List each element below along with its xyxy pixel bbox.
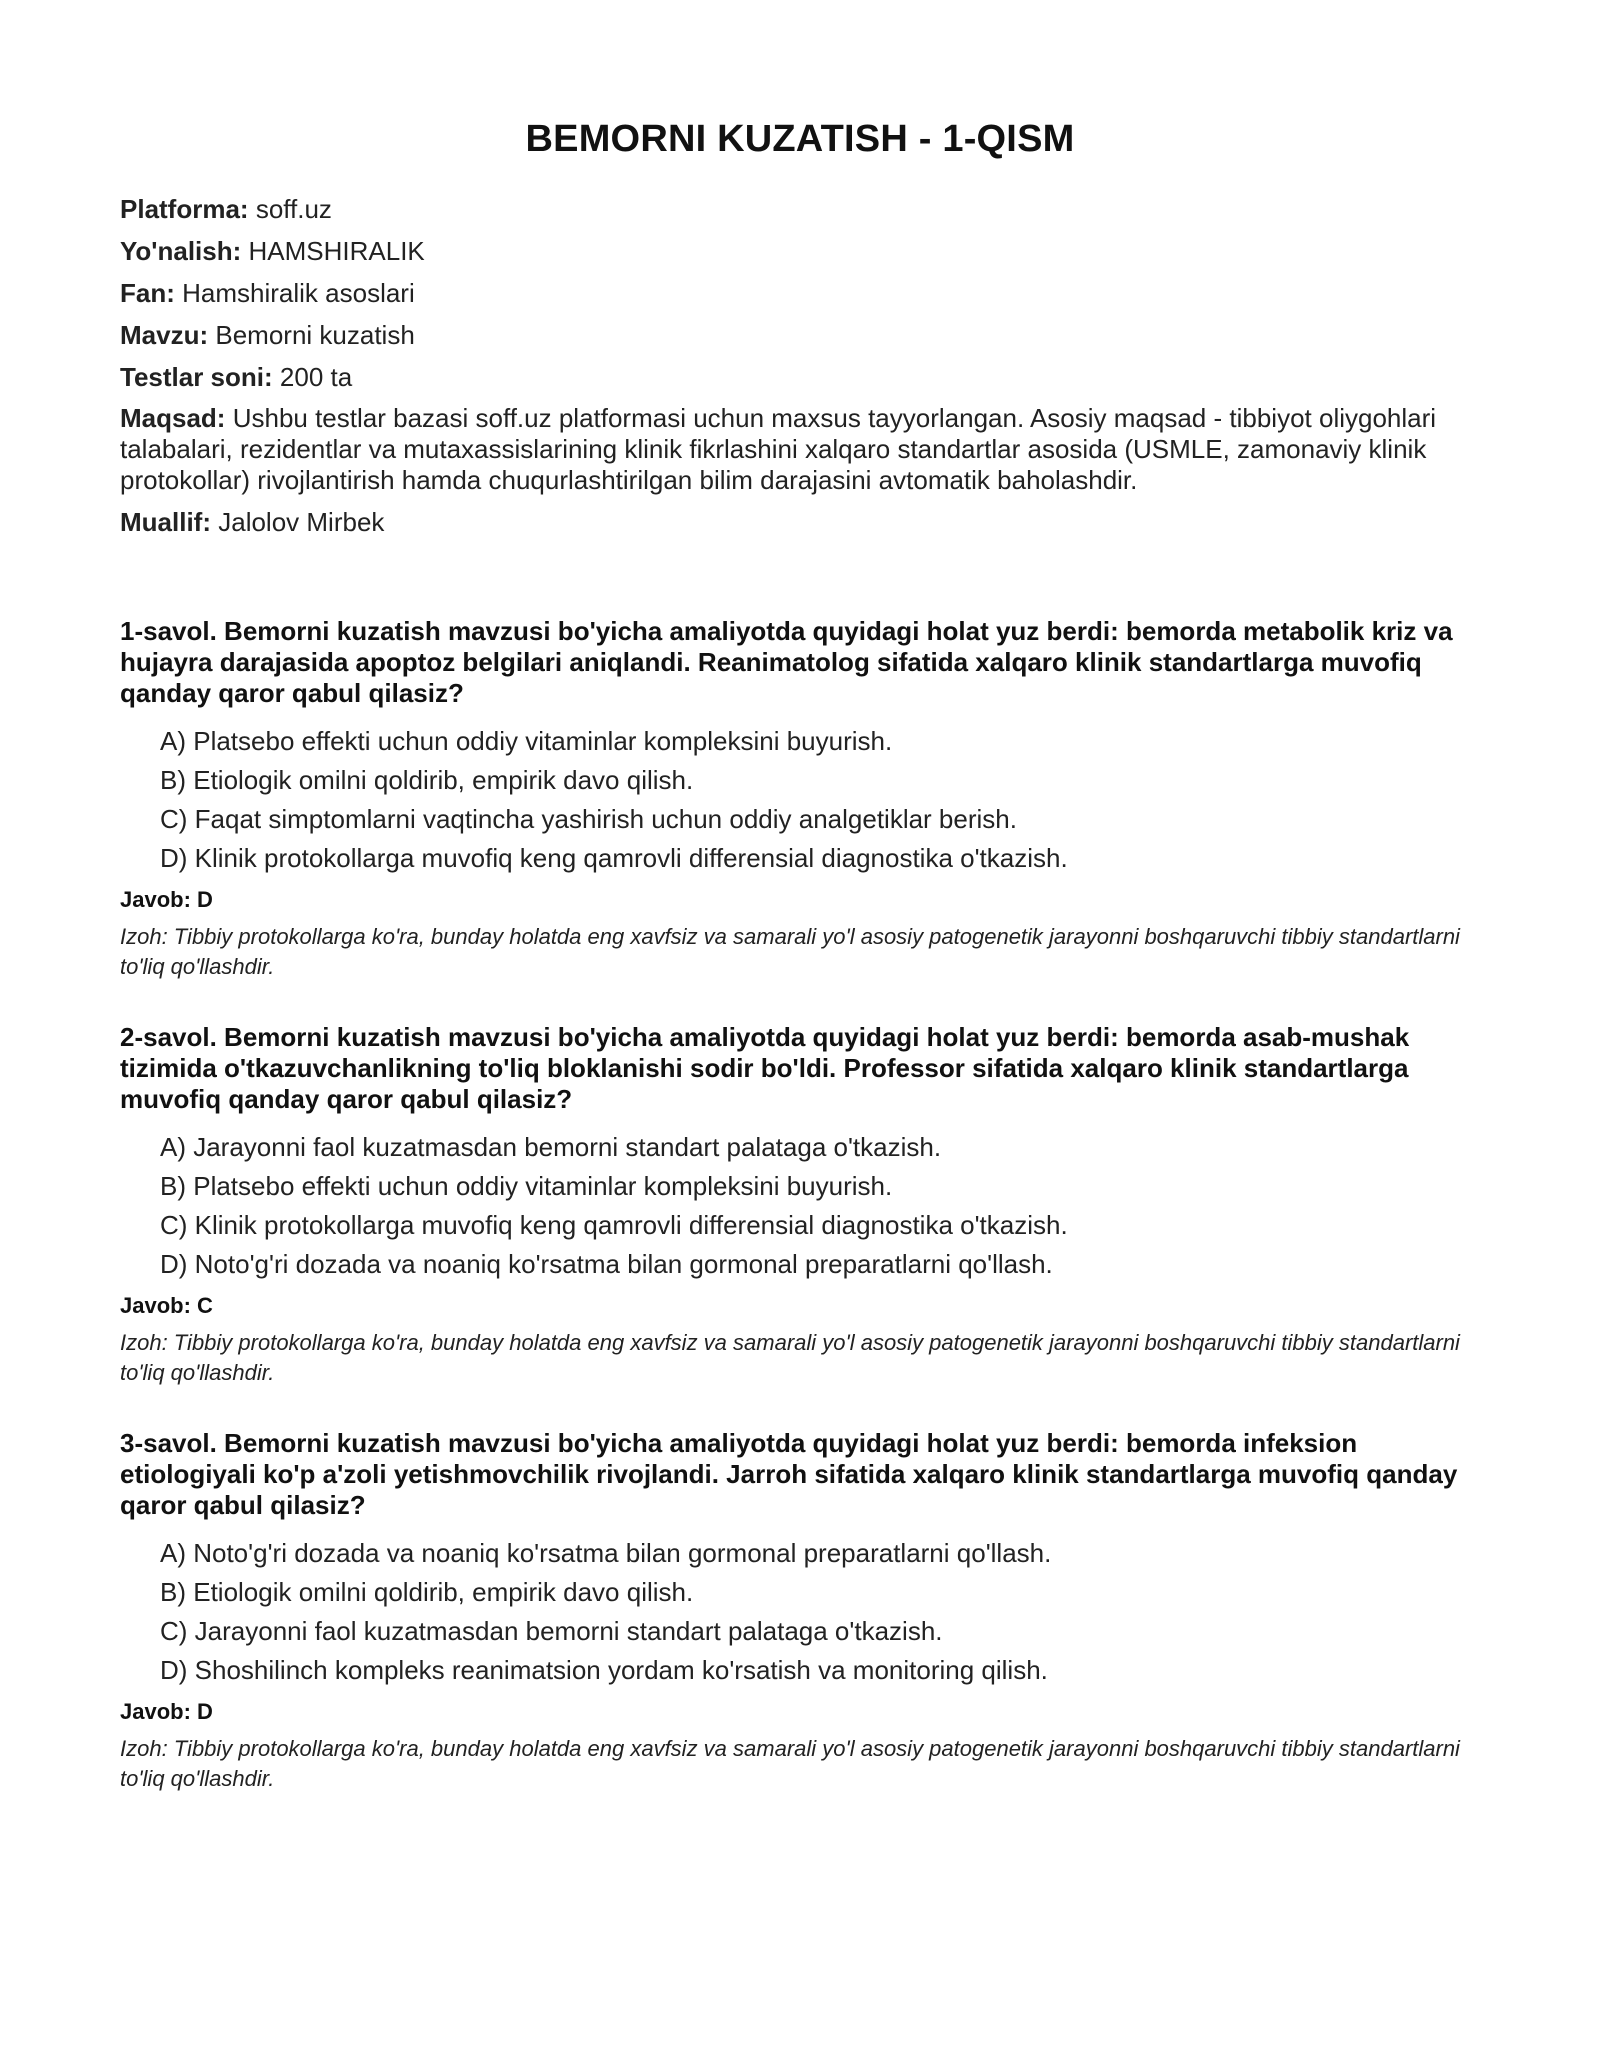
answer-options — [120, 725, 1480, 874]
meta-author — [120, 506, 1480, 538]
correct-answer: Javob: D — [120, 1699, 213, 1724]
option-c: C) Jarayonni faol kuzatmasdan bemorni standart palataga o'tkazish. — [160, 1616, 943, 1646]
document-title: BEMORNI KUZATISH - 1-QISM — [525, 118, 1075, 160]
meta-test-count-label: Testlar soni: — [120, 362, 273, 392]
option-c: C) Faqat simptomlarni vaqtincha yashirish uchun oddiy analgetiklar berish. — [160, 804, 1017, 834]
answer-options — [120, 1537, 1480, 1686]
option-d: D) Shoshilinch kompleks reanimatsion yordam ko'rsatish va monitoring qilish. — [160, 1655, 1048, 1685]
answer-explanation: Izoh: Tibbiy protokollarga ko'ra, bunday holatda eng xavfsiz va samarali yo'l asosiy patogenetik jarayonni boshqaruvchi tibbiy standartlarni to'liq qo'llashdir. — [120, 1330, 1460, 1385]
question-text: 2-savol. Bemorni kuzatish mavzusi bo'yicha amaliyotda quyidagi holat yuz berdi: bemorda asab-mushak tizimida o'tkazuvchanlikning to'liq bloklanishi sodir bo'ldi. Professor sifatida xalqaro klinik standartlarga muvofiq qanday qaror qabul qilasiz? — [120, 1022, 1410, 1114]
option-a: A) Platsebo effekti uchun oddiy vitaminlar kompleksini buyurish. — [160, 726, 893, 756]
meta-purpose — [120, 403, 1480, 496]
meta-platform — [120, 193, 1480, 225]
question-item — [120, 1428, 1480, 1794]
meta-platform-value: soff.uz — [255, 194, 332, 224]
meta-direction-label: Yo'nalish: — [120, 236, 242, 266]
meta-topic-value: Bemorni kuzatish — [215, 320, 415, 350]
meta-purpose-value: Ushbu testlar bazasi soff.uz platformasi uchun maxsus tayyorlangan. Asosiy maqsad - tibbiyot oliygohlari talabalari, rezidentlar va mutaxassislarining klinik fikrlashini xalqaro standartlar asosida (USMLE, zamonaviy klinik protokollar) rivojlantirish hamda chuqurlashtirilgan bilim darajasini avtomatik baholashdir. — [120, 403, 1437, 495]
correct-answer: Javob: D — [120, 887, 213, 912]
option-d: D) Klinik protokollarga muvofiq keng qamrovli differensial diagnostika o'tkazish. — [160, 843, 1068, 873]
question-text: 3-savol. Bemorni kuzatish mavzusi bo'yicha amaliyotda quyidagi holat yuz berdi: bemorda infeksion etiologiyali ko'p a'zoli yetishmovchilik rivojlandi. Jarroh sifatida xalqaro klinik standartlarga muvofiq qanday qaror qabul qilasiz? — [120, 1428, 1458, 1520]
meta-purpose-label: Maqsad: — [120, 403, 226, 433]
correct-answer: Javob: C — [120, 1293, 213, 1318]
option-c: C) Klinik protokollarga muvofiq keng qamrovli differensial diagnostika o'tkazish. — [160, 1210, 1068, 1240]
meta-subject — [120, 277, 1480, 309]
question-item — [120, 616, 1480, 982]
meta-test-count-value: 200 ta — [279, 362, 353, 392]
meta-topic-label: Mavzu: — [120, 320, 209, 350]
option-d: D) Noto'g'ri dozada va noaniq ko'rsatma bilan gormonal preparatlarni qo'llash. — [160, 1249, 1053, 1279]
meta-direction-value: HAMSHIRALIK — [248, 236, 425, 266]
option-b: B) Etiologik omilni qoldirib, empirik davo qilish. — [160, 765, 694, 795]
question-item — [120, 1022, 1480, 1388]
meta-topic — [120, 319, 1480, 351]
meta-subject-value: Hamshiralik asoslari — [182, 278, 415, 308]
meta-direction — [120, 235, 1480, 267]
question-text: 1-savol. Bemorni kuzatish mavzusi bo'yicha amaliyotda quyidagi holat yuz berdi: bemorda metabolik kriz va hujayra darajasida apoptoz belgilari aniqlandi. Reanimatolog sifatida xalqaro klinik standartlarga muvofiq qanday qaror qabul qilasiz? — [120, 616, 1453, 708]
option-b: B) Platsebo effekti uchun oddiy vitaminlar kompleksini buyurish. — [160, 1171, 893, 1201]
answer-explanation: Izoh: Tibbiy protokollarga ko'ra, bunday holatda eng xavfsiz va samarali yo'l asosiy patogenetik jarayonni boshqaruvchi tibbiy standartlarni to'liq qo'llashdir. — [120, 1736, 1460, 1791]
meta-platform-label: Platforma: — [120, 194, 249, 224]
option-a: A) Noto'g'ri dozada va noaniq ko'rsatma bilan gormonal preparatlarni qo'llash. — [160, 1538, 1052, 1568]
document-page — [120, 118, 1480, 1834]
meta-author-value: Jalolov Mirbek — [218, 507, 385, 537]
meta-subject-label: Fan: — [120, 278, 175, 308]
option-a: A) Jarayonni faol kuzatmasdan bemorni standart palataga o'tkazish. — [160, 1132, 942, 1162]
document-meta — [120, 193, 1480, 538]
answer-explanation: Izoh: Tibbiy protokollarga ko'ra, bunday holatda eng xavfsiz va samarali yo'l asosiy patogenetik jarayonni boshqaruvchi tibbiy standartlarni to'liq qo'llashdir. — [120, 924, 1460, 979]
option-b: B) Etiologik omilni qoldirib, empirik davo qilish. — [160, 1577, 694, 1607]
meta-test-count — [120, 361, 1480, 393]
meta-author-label: Muallif: — [120, 507, 211, 537]
answer-options — [120, 1131, 1480, 1280]
question-list — [120, 616, 1480, 1794]
